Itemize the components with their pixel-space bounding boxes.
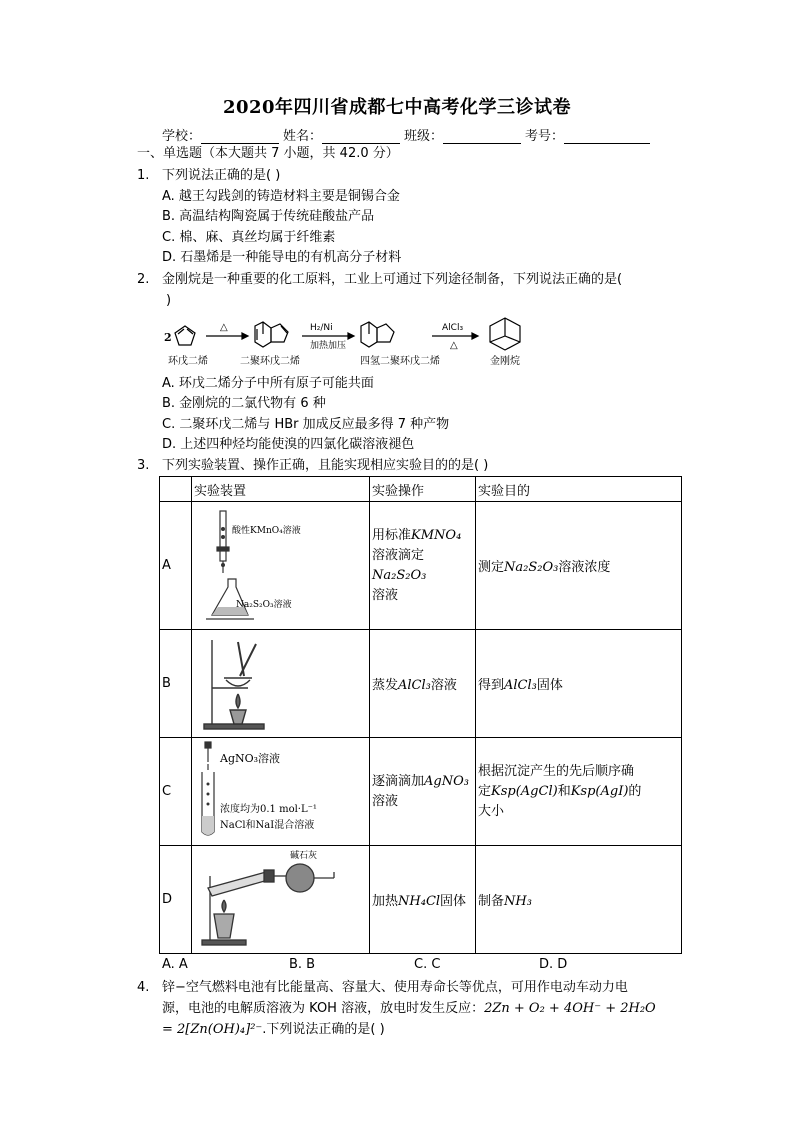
label-tetrahydro: 四氢二聚环戊二烯 bbox=[360, 356, 440, 367]
q4-number: 4. bbox=[137, 980, 150, 995]
exam-no-blank bbox=[564, 130, 650, 144]
purpose-cell: 根据沉淀产生的先后顺序确 定Ksp(AgCl)和Ksp(AgI)的 大小 bbox=[476, 738, 682, 846]
arrow-3 bbox=[432, 333, 478, 339]
school-label: 学校： bbox=[162, 129, 202, 144]
header-purpose: 实验目的 bbox=[476, 477, 682, 502]
concentration-label: 浓度均为0.1 mol·L⁻¹ bbox=[220, 803, 317, 815]
q1-option-b: B. 高温结构陶瓷属于传统硅酸盐产品 bbox=[162, 209, 375, 224]
scheme-coef: 2 bbox=[164, 331, 172, 344]
precipitation-apparatus-image bbox=[194, 740, 364, 840]
q2-option-c: C. 二聚环戊二烯与 HBr 加成反应最多得 7 种产物 bbox=[162, 417, 450, 432]
row-label: A bbox=[160, 502, 192, 630]
q3-choice-b: B. B bbox=[289, 957, 316, 972]
row-label: B bbox=[160, 630, 192, 738]
q2-option-b: B. 金刚烷的二氯代物有 6 种 bbox=[162, 396, 326, 411]
q1-option-d: D. 石墨烯是一种能导电的有机高分子材料 bbox=[162, 250, 402, 265]
purpose-cell: 制备NH₃ bbox=[476, 846, 682, 954]
arrow3-top-label: AlCl₃ bbox=[442, 323, 464, 333]
ammonia-apparatus-image bbox=[194, 848, 364, 948]
q1-option-a: A. 越王勾践剑的铸造材料主要是铜锡合金 bbox=[162, 189, 400, 204]
page-title: 2020年四川省成都七中高考化学三诊试卷 bbox=[222, 97, 572, 118]
q3-choice-c: C. C bbox=[414, 957, 441, 972]
row-label: D bbox=[160, 846, 192, 954]
apparatus-cell bbox=[192, 846, 370, 954]
operation-cell: 用标准KMNO₄溶液滴定Na₂S₂O₃ 溶液 bbox=[370, 502, 476, 630]
table-row bbox=[160, 738, 682, 846]
q2-stem-line1: 金刚烷是一种重要的化工原料，工业上可通过下列途径制备，下列说法正确的是( bbox=[162, 272, 623, 287]
class-blank bbox=[443, 130, 521, 144]
arrow-1 bbox=[206, 333, 248, 339]
adamantane-structure bbox=[490, 318, 520, 350]
arrow2-bottom-label: 加热加压 bbox=[310, 341, 347, 351]
row-label: C bbox=[160, 738, 192, 846]
operation-cell: 逐滴滴加AgNO₃ 溶液 bbox=[370, 738, 476, 846]
dropper-label: AgNO₃溶液 bbox=[220, 751, 281, 765]
q1-number: 1. bbox=[137, 168, 150, 183]
q3-number: 3. bbox=[137, 458, 150, 473]
name-blank bbox=[322, 130, 400, 144]
tetrahydro-structure bbox=[361, 322, 394, 347]
name-label: 姓名： bbox=[283, 129, 323, 144]
q1-stem: 下列说法正确的是( ) bbox=[162, 168, 281, 183]
label-cyclopentadiene: 环戊二烯 bbox=[168, 356, 208, 367]
header-apparatus: 实验装置 bbox=[192, 477, 370, 502]
label-adamantane: 金刚烷 bbox=[490, 356, 520, 367]
reaction-scheme bbox=[160, 314, 540, 372]
arrow-2 bbox=[302, 333, 354, 339]
header-blank bbox=[160, 477, 192, 502]
apparatus-cell bbox=[192, 738, 370, 846]
soda-lime-label: 碱石灰 bbox=[290, 850, 318, 861]
school-blank bbox=[201, 130, 279, 144]
student-info bbox=[162, 125, 654, 144]
q4-line2: 源，电池的电解质溶液为 KOH 溶液，放电时发生反应：2Zn + O₂ + 4OH⁻ + 2H₂O bbox=[162, 1001, 656, 1016]
arrow2-top-label: H₂/Ni bbox=[310, 323, 333, 333]
experiment-table bbox=[159, 476, 682, 954]
mixture-label: NaCl和NaI混合溶液 bbox=[220, 819, 315, 831]
arrow3-bottom-label: △ bbox=[450, 340, 458, 351]
cyclopentadiene-structure bbox=[175, 326, 195, 345]
table-row bbox=[160, 846, 682, 954]
titration-apparatus-image bbox=[194, 503, 364, 625]
table-row bbox=[160, 630, 682, 738]
q3-stem: 下列实验装置、操作正确，且能实现相应实验目的的是( ) bbox=[162, 458, 489, 473]
q2-option-a: A. 环戊二烯分子中所有原子可能共面 bbox=[162, 376, 374, 391]
q2-number: 2. bbox=[137, 272, 150, 287]
evaporation-apparatus-image bbox=[194, 632, 364, 732]
table-row bbox=[160, 502, 682, 630]
dicyclopentadiene-structure bbox=[255, 322, 288, 347]
burette-label: 酸性KMnO₄溶液 bbox=[232, 525, 301, 536]
q1-option-c: C. 棉、麻、真丝均属于纤维素 bbox=[162, 230, 336, 245]
q4-line3: = 2[Zn(OH)₄]²⁻.下列说法正确的是( ) bbox=[162, 1022, 385, 1037]
purpose-cell: 测定Na₂S₂O₃溶液浓度 bbox=[476, 502, 682, 630]
q3-choice-a: A. A bbox=[162, 957, 188, 972]
operation-cell: 蒸发AlCl₃溶液 bbox=[370, 630, 476, 738]
operation-cell: 加热NH₄Cl固体 bbox=[370, 846, 476, 954]
q4-line1: 锌−空气燃料电池有比能量高、容量大、使用寿命长等优点，可用作电动车动力电 bbox=[162, 980, 628, 995]
header-operation: 实验操作 bbox=[370, 477, 476, 502]
q2-option-d: D. 上述四种烃均能使溴的四氯化碳溶液褪色 bbox=[162, 437, 415, 452]
q3-choice-d: D. D bbox=[539, 957, 568, 972]
apparatus-cell bbox=[192, 630, 370, 738]
section-heading: 一、单选题（本大题共 7 小题，共 42.0 分） bbox=[137, 146, 399, 161]
exam-no-label: 考号： bbox=[525, 129, 565, 144]
flask-label: Na₂S₂O₃溶液 bbox=[236, 599, 292, 610]
apparatus-cell bbox=[192, 502, 370, 630]
label-dicyclopentadiene: 二聚环戊二烯 bbox=[240, 356, 300, 367]
table-header-row bbox=[160, 477, 682, 502]
purpose-cell: 得到AlCl₃固体 bbox=[476, 630, 682, 738]
arrow1-label: △ bbox=[220, 322, 228, 333]
class-label: 班级： bbox=[404, 129, 444, 144]
q2-stem-line2: ) bbox=[166, 293, 172, 308]
